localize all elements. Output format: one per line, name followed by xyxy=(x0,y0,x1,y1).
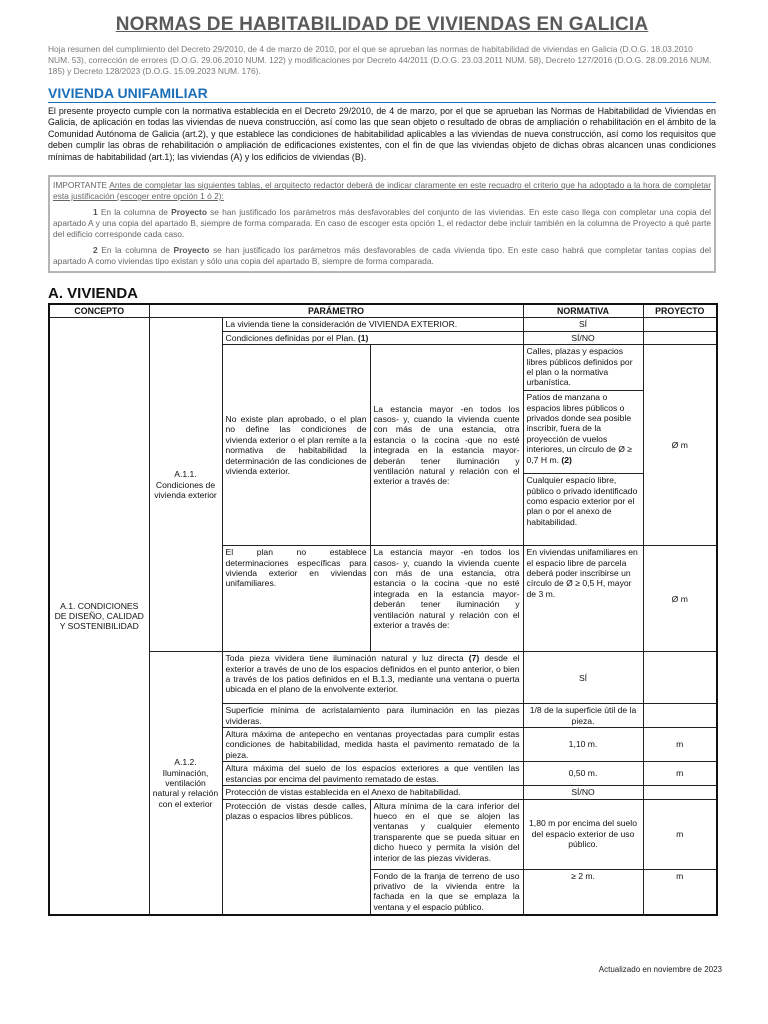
a12-r1-proj[interactable] xyxy=(643,652,717,704)
important-box xyxy=(48,175,716,273)
header-proyecto: PROYECTO xyxy=(643,304,717,318)
a12-r3-norm: 1,10 m. xyxy=(523,728,643,762)
a12-r6-label: Protección de vistas desde calles, plazas o espacios libres públicos. xyxy=(222,799,370,915)
option-2-post: se han justificado los parámetros más desfavorables de cada vivienda tipo. En este caso habrá que completar tantas copias del apartado A como viviendas tipo existan y sólo una copia del apartado B, siempre de forma comparada. xyxy=(53,245,712,267)
a12-label: A.1.2. Iluminación, ventilación natural y relación con el exterior xyxy=(149,652,222,915)
a11-proj-2[interactable]: Ø m xyxy=(643,546,717,652)
a11-r1-param: La vivienda tiene la consideración de VIVIENDA EXTERIOR. xyxy=(222,318,523,331)
a11-r1-proj[interactable] xyxy=(643,318,717,331)
a11-norm-c: Cualquier espacio libre, público o privado identificado como espacio exterior por el plan o por el anexo de habitabilidad. xyxy=(523,474,643,546)
header-normativa: NORMATIVA xyxy=(523,304,643,318)
option-2-pre: En la columna de xyxy=(101,245,170,256)
option-1 xyxy=(53,207,711,240)
section-a-title: A. VIVIENDA xyxy=(48,285,139,303)
a12-r3-proj[interactable]: m xyxy=(643,728,717,762)
a12-r5-param: Protección de vistas establecida en el Anexo de habitabilidad. xyxy=(222,786,523,799)
important-lead xyxy=(53,180,711,202)
a12-r6b-param: Fondo de la franja de terreno de uso privativo de la vivienda entre la fachada en la que se emplaza la ventana y el espacio público. xyxy=(370,869,523,915)
a12-r6b-proj[interactable]: m xyxy=(643,869,717,915)
a12-r1-ref: (7) xyxy=(468,653,480,664)
a11-r1-norm: SÍ xyxy=(523,318,643,331)
a12-r2-param: Superficie mínima de acristalamiento para iluminación en las piezas vivideras. xyxy=(222,704,523,728)
a12-r1-norm: SÍ xyxy=(523,652,643,704)
a11-r2-proj[interactable] xyxy=(643,331,717,344)
concepto-cell: A.1. CONDICIONES DE DISEÑO, CALIDAD Y SOSTENIBILIDAD xyxy=(49,318,149,915)
a11-norm-d: En viviendas unifamiliares en el espacio libre de parcela deberá poder inscribirse un círculo de Ø ≥ 0,5 H, mayor de 3 m. xyxy=(523,546,643,652)
a12-r4-norm: 0,50 m. xyxy=(523,762,643,786)
a12-r6a-proj[interactable]: m xyxy=(643,799,717,869)
section-title: VIVIENDA UNIFAMILIAR xyxy=(48,85,716,103)
a11-r2-param xyxy=(222,331,523,344)
a12-r2-norm: 1/8 de la superficie útil de la pieza. xyxy=(523,704,643,728)
important-label: IMPORTANTE xyxy=(53,180,108,191)
a12-r1-pre: Toda pieza vividera tiene iluminación natural y luz directa xyxy=(225,653,464,664)
footer-updated: Actualizado en noviembre de 2023 xyxy=(598,965,722,974)
header-parametro: PARÁMETRO xyxy=(149,304,523,318)
option-1-bold: Proyecto xyxy=(171,207,207,218)
important-lead-text: Antes de completar las siguientes tablas, el arquitecto redactor deberá de indicar claramente en este recuadro el criterio que ha adoptado a la hora de completar esta justificación (escoger entre opción 1 ó 2): xyxy=(53,180,711,202)
option-2-bold: Proyecto xyxy=(173,245,210,256)
option-1-number: 1 xyxy=(93,207,98,218)
a11-r2-norm: SÍ/NO xyxy=(523,331,643,344)
a11-noplan: No existe plan aprobado, o el plan no define las condiciones de vivienda exterior o el plan remite a la normativa de habitabilidad la determinación de las condiciones de vivienda exterior. xyxy=(222,345,370,546)
a12-r1-post: desde el exterior a través de uno de los espacios definidos en el punto anterior, o bien a través de los patios definidos en el B.1.3, mediante una ventana o puerta ubicada en el plano de la envolvente exterior. xyxy=(225,653,520,695)
page-title: NORMAS DE HABITABILIDAD DE VIVIENDAS EN GALICIA xyxy=(115,14,649,35)
a12-r4-param: Altura máxima del suelo de los espacios exteriores a que ventilen las estancias por encima del pavimento rematado de estas. xyxy=(222,762,523,786)
a11-estancia-1: La estancia mayor -en todos los casos- y, cuando la vivienda cuente con más de una estancia, otra estancia o la cocina -que no esté integrada en la estancia mayor- deberán tener iluminación y ventilación natural y relación con el exterior a través de: xyxy=(370,345,523,546)
table-row xyxy=(49,652,717,704)
a11-norm-b-text: Patios de manzana o espacios libres públicos o privados donde sea posible inscribir, fuera de la proyección de vuelos interiores, un círculo de Ø ≥ 0,7 H m. xyxy=(526,392,633,465)
requirements-table xyxy=(48,303,718,916)
a12-r4-proj[interactable]: m xyxy=(643,762,717,786)
option-1-post: se han justificado los parámetros más desfavorables del conjunto de las viviendas. En este caso llega con completar una copia del apartado A y una copia del apartado B, siempre de forma comparada. En caso de escoger esta opción 1, el redactor debe incluir también en la columna de Proyecto a qué parte del edificio corresponde cada caso. xyxy=(53,207,711,240)
a12-r6b-norm: ≥ 2 m. xyxy=(523,869,643,915)
a12-r5-norm: SÍ/NO xyxy=(523,786,643,799)
document-page xyxy=(48,14,716,916)
summary-text: Hoja resumen del cumplimiento del Decreto 29/2010, de 4 de marzo de 2010, por el que se aprueban las normas de habitabilidad de viviendas en Galicia (D.O.G. 18.03.2010 NUM. 53), corrección de errores (D.O.G. 29.06.2010 NUM. 122) y modificaciones por Decreto 44/2011 (D.O.G. 23.03.2011 NUM. 58), Decreto 127/2016 (D.O.G. 28.09.2016 NUM. 185) y Decreto 128/2023 (D.O.G. 15.09.2023 NUM. 176). xyxy=(48,44,712,76)
a11-proj-1[interactable]: Ø m xyxy=(643,345,717,546)
table-row xyxy=(49,318,717,331)
a11-norm-a: Calles, plazas y espacios libres públicos definidos por el plan o la normativa urbanística. xyxy=(523,345,643,391)
header-concepto: CONCEPTO xyxy=(49,304,149,318)
a11-r2-text: Condiciones definidas por el Plan. xyxy=(225,332,356,343)
a11-estancia-2: La estancia mayor -en todos los casos- y, cuando la vivienda cuente con más de una estancia, otra estancia o la cocina -que no esté integrada en la estancia mayor- deberán tener iluminación y ventilación natural y relación con el exterior a través de: xyxy=(370,546,523,652)
a12-r2-proj[interactable] xyxy=(643,704,717,728)
option-1-pre: En la columna de xyxy=(100,207,168,218)
a12-r6a-norm: 1,80 m por encima del suelo del espacio exterior de uso público. xyxy=(523,799,643,869)
a11-label: A.1.1. Condiciones de vivienda exterior xyxy=(149,318,222,652)
a11-noset: El plan no establece determinaciones específicas para vivienda exterior en viviendas unifamiliares. xyxy=(222,546,370,652)
a11-r2-ref: (1) xyxy=(357,332,369,343)
a11-norm-b xyxy=(523,391,643,474)
a12-r6a-param: Altura mínima de la cara inferior del hueco en el que se alojen las ventanas y cualquier elemento transparente que se pueda situar en dicho hueco y permita la visión del interior de las piezas vivideras. xyxy=(370,799,523,869)
a12-r1-param xyxy=(222,652,523,704)
a12-r3-param: Altura máxima de antepecho en ventanas proyectadas para cumplir estas condiciones de habitabilidad, medida hasta el pavimento rematado de la pieza. xyxy=(222,728,523,762)
a12-r5-proj[interactable] xyxy=(643,786,717,799)
option-2-number: 2 xyxy=(93,245,98,256)
table-header-row xyxy=(49,304,717,318)
a11-norm-b-ref: (2) xyxy=(561,454,572,465)
option-2 xyxy=(53,245,711,267)
intro-paragraph: El presente proyecto cumple con la normativa establecida en el Decreto 29/2010, de 4 de marzo, por el que se aprueban las Normas de Habitabilidad de Viviendas en Galicia, de aplicación en todas las viviendas de nueva construcción, así como las que sean objeto o resultado de obras de ampliación o rehabilitación en el ámbito de la Comunidad Autónoma de Galicia (art.2), y que establece las condiciones de habitabilidad aplicables a las viviendas de nueva construcción, así como los requisitos que deben cumplir las obras de rehabilitación o ampliación de edificaciones existentes, con el fin de que las viviendas objeto de dichas obras alcancen unas condiciones mínimas de habitabilidad (art.1); las viviendas (A) y los edificios de viviendas (B). xyxy=(48,106,716,162)
